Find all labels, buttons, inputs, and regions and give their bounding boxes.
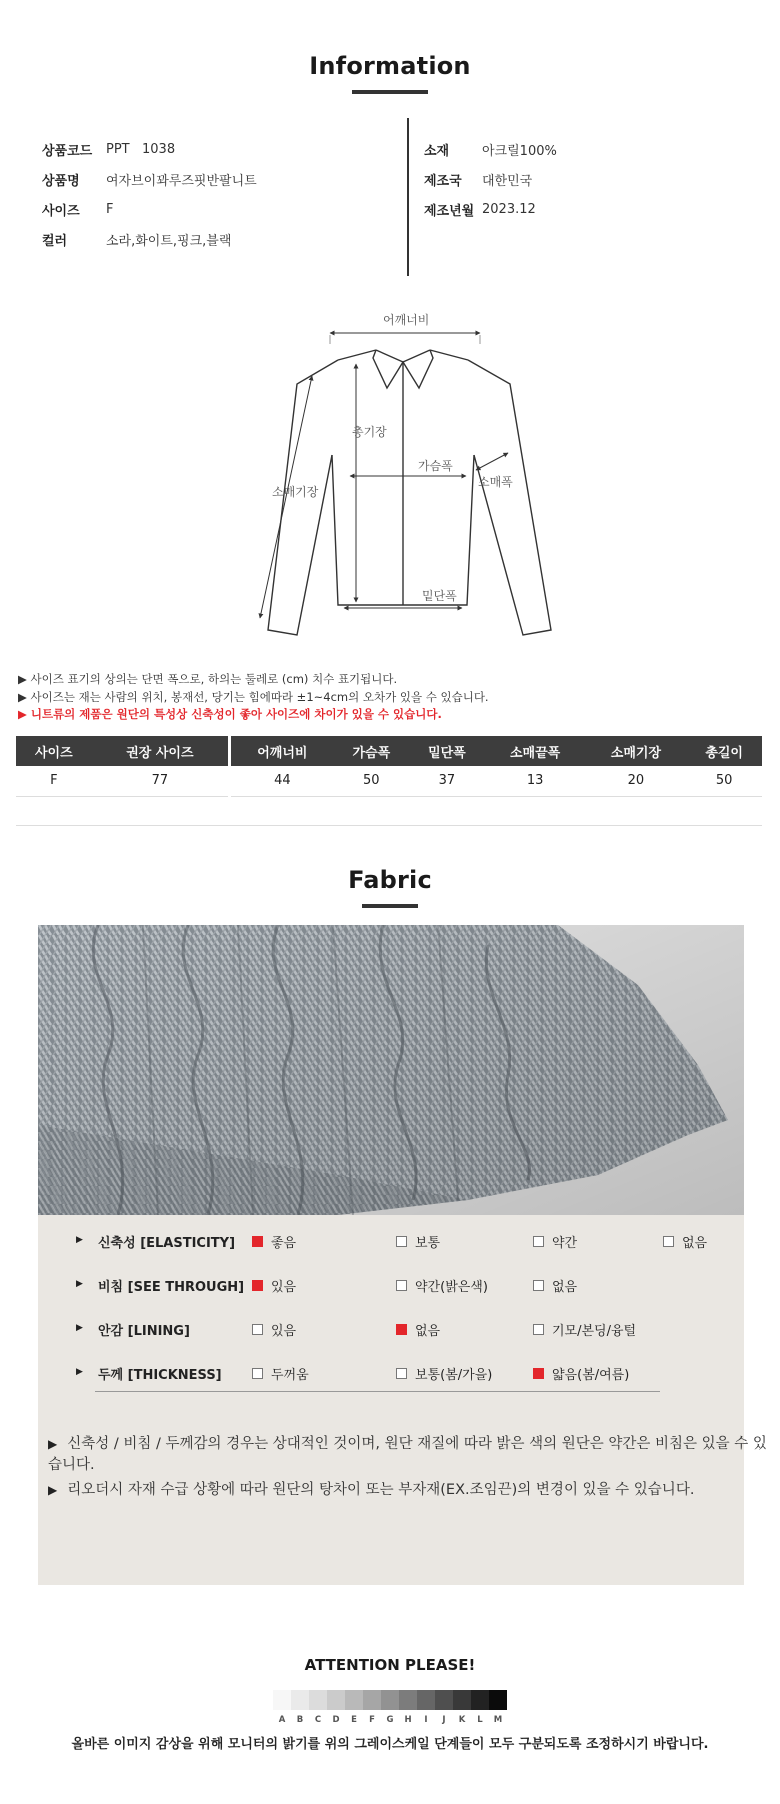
grayscale-swatch xyxy=(309,1690,327,1710)
checkbox xyxy=(396,1368,407,1379)
grayscale-letter: K xyxy=(458,1715,466,1725)
grayscale-swatch xyxy=(417,1690,435,1710)
measurement-diagram xyxy=(240,300,560,645)
checkbox xyxy=(396,1280,407,1291)
size-notes xyxy=(18,671,489,724)
table-cell: 44 xyxy=(230,766,334,796)
option-thickness-normal: 보통(봄/가을) xyxy=(396,1364,492,1383)
grayscale-letter: F xyxy=(369,1715,375,1725)
option-elasticity-normal: 보통 xyxy=(396,1232,440,1251)
label-hem: 밑단폭 xyxy=(422,589,457,603)
col-header: 소매기장 xyxy=(586,736,687,766)
label-shoulder: 어깨너비 xyxy=(383,313,430,327)
option-see-through-slight: 약간(밝은색) xyxy=(396,1276,488,1295)
label-sleeve-length: 소매기장 xyxy=(272,485,319,499)
option-see-through-yes: 있음 xyxy=(252,1276,296,1295)
grayscale-swatch xyxy=(381,1690,399,1710)
attention-note: 올바른 이미지 감상을 위해 모니터의 밝기를 위의 그레이스케일 단계들이 모두 구분되도록 조정하시기 바랍니다. xyxy=(71,1737,709,1752)
info-row xyxy=(42,134,257,164)
fabric-title: Fabric xyxy=(348,866,432,894)
grayscale-letter: G xyxy=(386,1715,394,1725)
info-row xyxy=(42,164,257,194)
table-cell: 13 xyxy=(485,766,586,796)
info-row xyxy=(42,224,257,254)
checkbox-checked xyxy=(396,1324,407,1335)
info-row xyxy=(424,194,557,224)
triangle-bullet-icon: ▶ xyxy=(76,1367,83,1377)
triangle-bullet-icon: ▶ xyxy=(76,1323,83,1333)
grayscale-swatch xyxy=(327,1690,345,1710)
attr-thickness: 두께 [THICKNESS] xyxy=(98,1368,222,1383)
grayscale-letter: I xyxy=(424,1715,428,1725)
size-table-header xyxy=(16,736,762,766)
info-key: 소재 xyxy=(424,143,450,159)
grayscale-letter: H xyxy=(404,1715,412,1725)
info-divider xyxy=(407,118,409,276)
table-cell: 50 xyxy=(334,766,410,796)
table-cell: F xyxy=(16,766,92,796)
option-lining-yes: 있음 xyxy=(252,1320,296,1339)
title-underline xyxy=(362,904,418,908)
info-key: 사이즈 xyxy=(42,203,80,219)
fabric-note: ▶ 신축성 / 비침 / 두께감의 경우는 상대적인 것이며, 원단 재질에 따라 밝은 색의 원단은 약간은 비침은 있을 수 있습니다. xyxy=(48,1436,767,1473)
note-line: ▶ 사이즈는 재는 사람의 위치, 봉재선, 당기는 힘에따라 ±1~4cm의 오차가 있을 수 있습니다. xyxy=(18,689,489,704)
information-title: Information xyxy=(309,52,471,80)
grayscale-swatch xyxy=(471,1690,489,1710)
option-elasticity-good: 좋음 xyxy=(252,1232,296,1251)
col-header: 어깨너비 xyxy=(230,736,334,766)
col-header: 총길이 xyxy=(686,736,762,766)
grayscale-letter: M xyxy=(493,1715,503,1725)
triangle-bullet-icon: ▶ xyxy=(48,1483,58,1497)
title-underline xyxy=(352,90,428,94)
checkbox-checked xyxy=(252,1280,263,1291)
grayscale-letter: E xyxy=(351,1715,357,1725)
option-thickness-thick: 두꺼움 xyxy=(252,1364,309,1383)
grayscale-letter: C xyxy=(314,1715,322,1725)
grayscale-swatch xyxy=(273,1690,291,1710)
option-thickness-thin: 얇음(봄/여름) xyxy=(533,1364,629,1383)
grayscale-swatch xyxy=(363,1690,381,1710)
info-row xyxy=(42,194,257,224)
attr-divider xyxy=(95,1391,660,1392)
col-header: 권장 사이즈 xyxy=(92,736,230,766)
checkbox xyxy=(533,1236,544,1247)
grayscale-swatch xyxy=(345,1690,363,1710)
table-cell: 77 xyxy=(92,766,230,796)
info-row xyxy=(424,134,557,164)
table-row xyxy=(16,766,762,796)
info-value: 대한민국 xyxy=(482,173,533,189)
col-header: 가슴폭 xyxy=(334,736,410,766)
checkbox xyxy=(396,1236,407,1247)
option-elasticity-none: 없음 xyxy=(663,1232,707,1251)
triangle-bullet-icon: ▶ xyxy=(48,1437,58,1451)
table-cell: 50 xyxy=(686,766,762,796)
checkbox xyxy=(533,1324,544,1335)
grayscale-letter: L xyxy=(477,1715,483,1725)
section-divider xyxy=(16,825,762,826)
info-value: 여자브이꽈루즈핏반팔니트 xyxy=(106,173,257,189)
grayscale-swatch xyxy=(435,1690,453,1710)
attention-title: ATTENTION PLEASE! xyxy=(304,1656,476,1674)
triangle-bullet-icon: ▶ xyxy=(76,1235,83,1245)
info-key: 제조년월 xyxy=(424,203,475,219)
grayscale-swatch xyxy=(291,1690,309,1710)
checkbox xyxy=(252,1368,263,1379)
table-cell: 37 xyxy=(409,766,485,796)
checkbox xyxy=(533,1280,544,1291)
grayscale-letter: A xyxy=(278,1715,286,1725)
grayscale-letter: B xyxy=(296,1715,304,1725)
note-line: ▶ 사이즈 표기의 상의는 단면 폭으로, 하의는 둘레로 (cm) 치수 표기됩니다. xyxy=(18,672,398,686)
grayscale-swatch xyxy=(453,1690,471,1710)
grayscale-swatch xyxy=(489,1690,507,1710)
note-warning: ▶ 니트류의 제품은 원단의 특성상 신축성이 좋아 사이즈에 차이가 있을 수 있습니다. xyxy=(18,707,442,721)
checkbox-checked xyxy=(533,1368,544,1379)
col-header: 소매끝폭 xyxy=(485,736,586,766)
attr-see-through: 비침 [SEE THROUGH] xyxy=(98,1280,245,1295)
label-chest: 가슴폭 xyxy=(418,459,453,473)
checkbox xyxy=(252,1324,263,1335)
grayscale-letter: D xyxy=(332,1715,340,1725)
info-key: 상품코드 xyxy=(42,143,93,159)
triangle-bullet-icon: ▶ xyxy=(76,1279,83,1289)
info-row xyxy=(424,164,557,194)
info-left-column xyxy=(42,134,257,254)
option-lining-brushed: 기모/본딩/융털 xyxy=(533,1320,636,1339)
fabric-note: ▶ 리오더시 자재 수급 상황에 따라 원단의 탕차이 또는 부자재(EX.조임끈)의 변경이 있을 수 있습니다. xyxy=(48,1482,695,1498)
info-value: 소라,화이트,핑크,블랙 xyxy=(106,233,232,249)
attr-lining: 안감 [LINING] xyxy=(98,1324,190,1339)
info-key: 컬러 xyxy=(42,233,68,249)
checkbox xyxy=(663,1236,674,1247)
size-table xyxy=(16,736,762,797)
grayscale-letter: J xyxy=(442,1715,446,1725)
col-header: 사이즈 xyxy=(16,736,92,766)
info-value: 아크릴100% xyxy=(482,143,557,159)
checkbox-checked xyxy=(252,1236,263,1247)
info-key: 상품명 xyxy=(42,173,80,189)
info-right-column xyxy=(424,134,557,224)
label-sleeve-width: 소매폭 xyxy=(478,475,513,489)
grayscale-swatch xyxy=(399,1690,417,1710)
info-value: PPT 1038 xyxy=(106,141,176,157)
option-see-through-none: 없음 xyxy=(533,1276,577,1295)
table-cell: 20 xyxy=(586,766,687,796)
option-elasticity-slight: 약간 xyxy=(533,1232,577,1251)
attr-elasticity: 신축성 [ELASTICITY] xyxy=(98,1236,236,1251)
option-lining-none: 없음 xyxy=(396,1320,440,1339)
col-header: 밑단폭 xyxy=(409,736,485,766)
fabric-photo xyxy=(38,925,744,1215)
info-value: F xyxy=(106,201,114,217)
info-value: 2023.12 xyxy=(482,201,536,217)
info-key: 제조국 xyxy=(424,173,462,189)
label-total-length: 총기장 xyxy=(352,425,387,439)
